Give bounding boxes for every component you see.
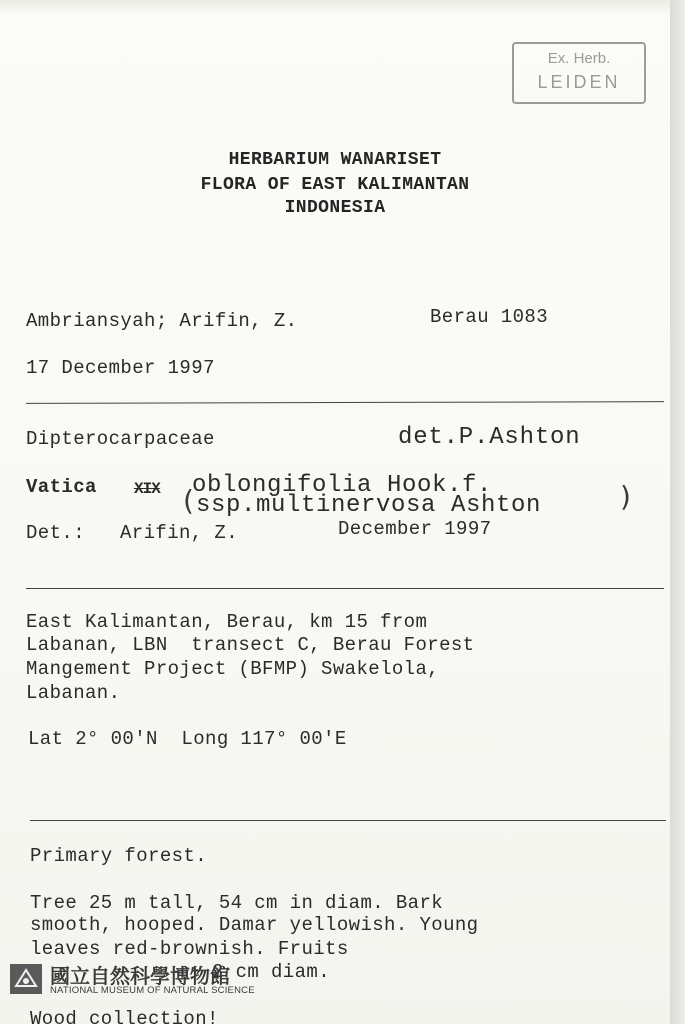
- open-paren: (: [183, 484, 194, 517]
- locality-line-2: Labanan, LBN transect C, Berau Forest: [26, 634, 475, 656]
- collectors: Ambriansyah; Arifin, Z.: [26, 310, 298, 332]
- leiden-stamp: [512, 42, 646, 104]
- museum-logo-icon: [10, 964, 42, 994]
- museum-watermark: [10, 962, 270, 1002]
- locality-line-1: East Kalimantan, Berau, km 15 from: [26, 611, 428, 633]
- description-line-2: smooth, hooped. Damar yellowish. Young: [30, 914, 479, 936]
- museum-name-english: NATIONAL MUSEUM OF NATURAL SCIENCE: [50, 985, 255, 996]
- divider-3: [30, 820, 666, 821]
- collection-number: Berau 1083: [430, 306, 549, 328]
- stamp-line-1: Ex. Herb.: [547, 50, 611, 67]
- close-paren: ): [620, 480, 631, 513]
- species-epithet: oblongifolia Hook.f.: [192, 472, 493, 499]
- wood-collection: Wood collection!: [30, 1008, 219, 1024]
- header-flora: FLORA OF EAST KALIMANTAN: [200, 175, 470, 195]
- det-label: Det.:: [26, 522, 86, 544]
- locality-line-3: Mangement Project (BFMP) Swakelola,: [26, 658, 440, 680]
- coordinates: Lat 2° 00'N Long 117° 00'E: [28, 728, 347, 750]
- description-line-4: 2 cm diam.: [212, 961, 331, 983]
- family: Dipterocarpaceae: [26, 428, 215, 450]
- museum-name-chinese: 國立自然科學博物館: [50, 964, 230, 988]
- det-name: Arifin, Z.: [120, 522, 239, 544]
- description-line-1: Tree 25 m tall, 54 cm in diam. Bark: [30, 892, 444, 914]
- stamp-line-2: LEIDEN: [537, 72, 621, 92]
- habitat: Primary forest.: [30, 845, 208, 867]
- paper-top-edge: [0, 0, 670, 14]
- genus: Vatica: [26, 476, 97, 498]
- divider-2: [26, 588, 664, 589]
- header-herbarium: HERBARIUM WANARISET: [228, 150, 442, 170]
- header-country: INDONESIA: [284, 198, 386, 218]
- subspecies: ssp.multinervosa Ashton: [196, 492, 542, 519]
- collection-date: 17 December 1997: [26, 357, 215, 379]
- determiner: det.P.Ashton: [398, 424, 581, 451]
- description-line-3: leaves red-brownish. Fruits: [30, 938, 349, 960]
- locality-line-4: Labanan.: [26, 682, 121, 704]
- det-date: December 1997: [338, 518, 492, 540]
- paper-right-edge: [670, 0, 685, 1024]
- struck-text: XIX: [134, 480, 160, 498]
